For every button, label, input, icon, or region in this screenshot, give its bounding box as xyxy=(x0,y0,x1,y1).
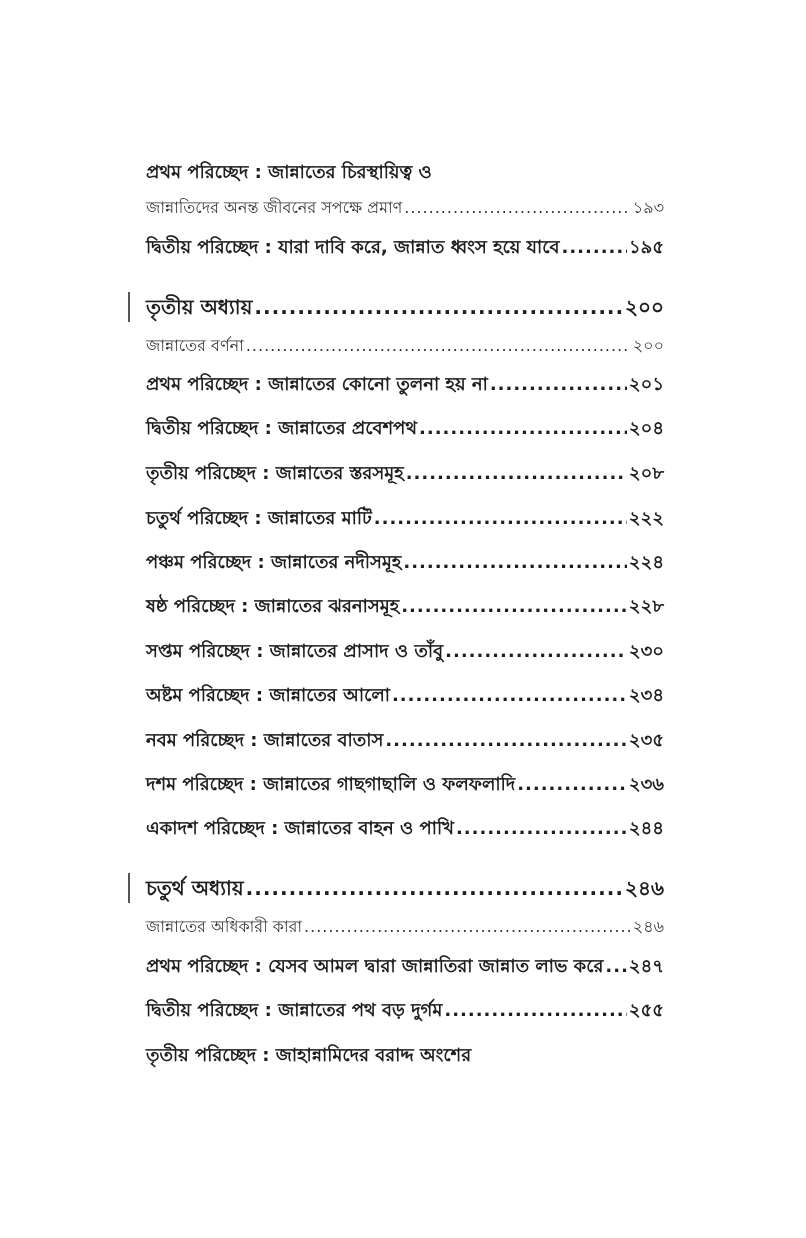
page-number: ২৩৪ xyxy=(628,685,664,706)
entry-title: প্রথম পরিচ্ছেদ : জান্নাতের কোনো তুলনা হয় না xyxy=(146,374,488,395)
page-number: ২০৪ xyxy=(628,418,664,439)
leader-dots xyxy=(605,956,627,977)
chapter-subtitle xyxy=(146,333,664,360)
entry-title: প্রথম পরিচ্ছেদ : যেসব আমল দ্বারা জান্নাতিরা জান্নাত লাভ করে xyxy=(146,956,604,977)
page-number: ২২৪ xyxy=(628,552,664,573)
chapter-marker xyxy=(128,292,130,322)
page-number: ২২২ xyxy=(628,508,664,529)
leader-dots xyxy=(401,596,627,617)
toc-entry xyxy=(146,233,664,264)
page-number: ২০০ xyxy=(632,336,664,355)
leader-dots xyxy=(246,336,631,355)
toc-entry xyxy=(146,592,664,623)
toc-entry xyxy=(146,1041,664,1072)
entry-title: তৃতীয় পরিচ্ছেদ : জাহান্নামিদের বরাদ্দ অংশের xyxy=(146,1045,472,1066)
leader-dots xyxy=(404,198,631,217)
entry-title: দ্বিতীয় পরিচ্ছেদ : জান্নাতের পথ বড় দুর্গম xyxy=(146,1000,443,1021)
toc-entry xyxy=(146,414,664,445)
entry-title: সপ্তম পরিচ্ছেদ : জান্নাতের প্রাসাদ ও তাঁবু xyxy=(146,641,444,662)
page-number: ২০১ xyxy=(628,374,664,395)
entry-title: দশম পরিচ্ছেদ : জান্নাতের গাছগাছালি ও ফলফলাদি xyxy=(146,774,516,795)
leader-dots xyxy=(254,295,623,319)
page-number: ২৩৬ xyxy=(628,774,664,795)
entry-title: চতুর্থ পরিচ্ছেদ : জান্নাতের মাটি xyxy=(146,508,372,529)
toc-entry xyxy=(146,770,664,801)
page-number: ২৪৬ xyxy=(632,917,664,936)
leader-dots xyxy=(403,552,627,573)
toc-entry xyxy=(146,637,664,668)
leader-dots xyxy=(304,917,631,936)
leader-dots xyxy=(419,418,627,439)
entry-title: দ্বিতীয় পরিচ্ছেদ : জান্নাতের প্রবেশপথ xyxy=(146,418,418,439)
entry-title: অষ্টম পরিচ্ছেদ : জান্নাতের আলো xyxy=(146,685,390,706)
entry-title: ষষ্ঠ পরিচ্ছেদ : জান্নাতের ঝরনাসমূহ xyxy=(146,596,400,617)
toc-entry xyxy=(146,370,664,401)
entry-title: প্রথম পরিচ্ছেদ : জান্নাতের চিরস্থায়িত্ব ও xyxy=(146,162,432,183)
entry-title: দ্বিতীয় পরিচ্ছেদ : যারা দাবি করে, জান্নাত ধ্বংস হয়ে যাবে xyxy=(146,237,560,258)
chapter-title: চতুর্থ অধ্যায় xyxy=(146,876,244,900)
leader-dots xyxy=(406,463,627,484)
entry-title: জান্নাতের বর্ণনা xyxy=(146,336,244,355)
page-number: ২৪৭ xyxy=(628,956,664,977)
page-number: ২২৮ xyxy=(628,596,664,617)
chapter-subtitle xyxy=(146,914,664,941)
leader-dots xyxy=(374,508,627,529)
toc-entry xyxy=(146,504,664,535)
leader-dots xyxy=(385,730,627,751)
entry-title: জান্নাতিদের অনন্ত জীবনের সপক্ষে প্রমাণ xyxy=(146,198,403,217)
chapter-heading xyxy=(146,293,664,326)
leader-dots xyxy=(392,685,627,706)
page-number: ১৯৫ xyxy=(628,237,664,258)
entry-title: জান্নাতের অধিকারী কারা xyxy=(146,917,303,936)
entry-title: পঞ্চম পরিচ্ছেদ : জান্নাতের নদীসমূহ xyxy=(146,552,402,573)
leader-dots xyxy=(562,237,627,258)
toc-entry xyxy=(146,952,664,983)
leader-dots xyxy=(490,374,627,395)
toc-entry xyxy=(146,681,664,712)
page-number: ২৫৫ xyxy=(628,1000,664,1021)
leader-dots xyxy=(456,818,627,839)
toc-entry xyxy=(146,726,664,757)
leader-dots xyxy=(444,1000,627,1021)
chapter-heading xyxy=(146,874,664,907)
leader-dots xyxy=(517,774,627,795)
toc-entry xyxy=(146,459,664,490)
page-number: ২৩০ xyxy=(628,641,664,662)
page-number: ১৯৩ xyxy=(632,198,664,217)
page-number: ২৩৫ xyxy=(628,730,664,751)
entry-title: তৃতীয় পরিচ্ছেদ : জান্নাতের স্তরসমূহ xyxy=(146,463,404,484)
toc-entry xyxy=(146,158,664,189)
page-number: ২০৮ xyxy=(628,463,664,484)
leader-dots xyxy=(246,876,623,900)
leader-dots xyxy=(445,641,627,662)
page-number: ২০০ xyxy=(624,295,664,319)
page-number: ২৪৪ xyxy=(628,818,664,839)
page-number: ২৪৬ xyxy=(625,876,664,900)
entry-title: নবম পরিচ্ছেদ : জান্নাতের বাতাস xyxy=(146,730,384,751)
chapter-marker xyxy=(128,873,130,903)
toc-entry xyxy=(146,814,664,845)
chapter-title: তৃতীয় অধ্যায় xyxy=(146,295,253,319)
entry-title: একাদশ পরিচ্ছেদ : জান্নাতের বাহন ও পাখি xyxy=(146,818,454,839)
toc-entry xyxy=(146,996,664,1027)
toc-entry xyxy=(146,548,664,579)
toc-entry xyxy=(146,195,664,222)
